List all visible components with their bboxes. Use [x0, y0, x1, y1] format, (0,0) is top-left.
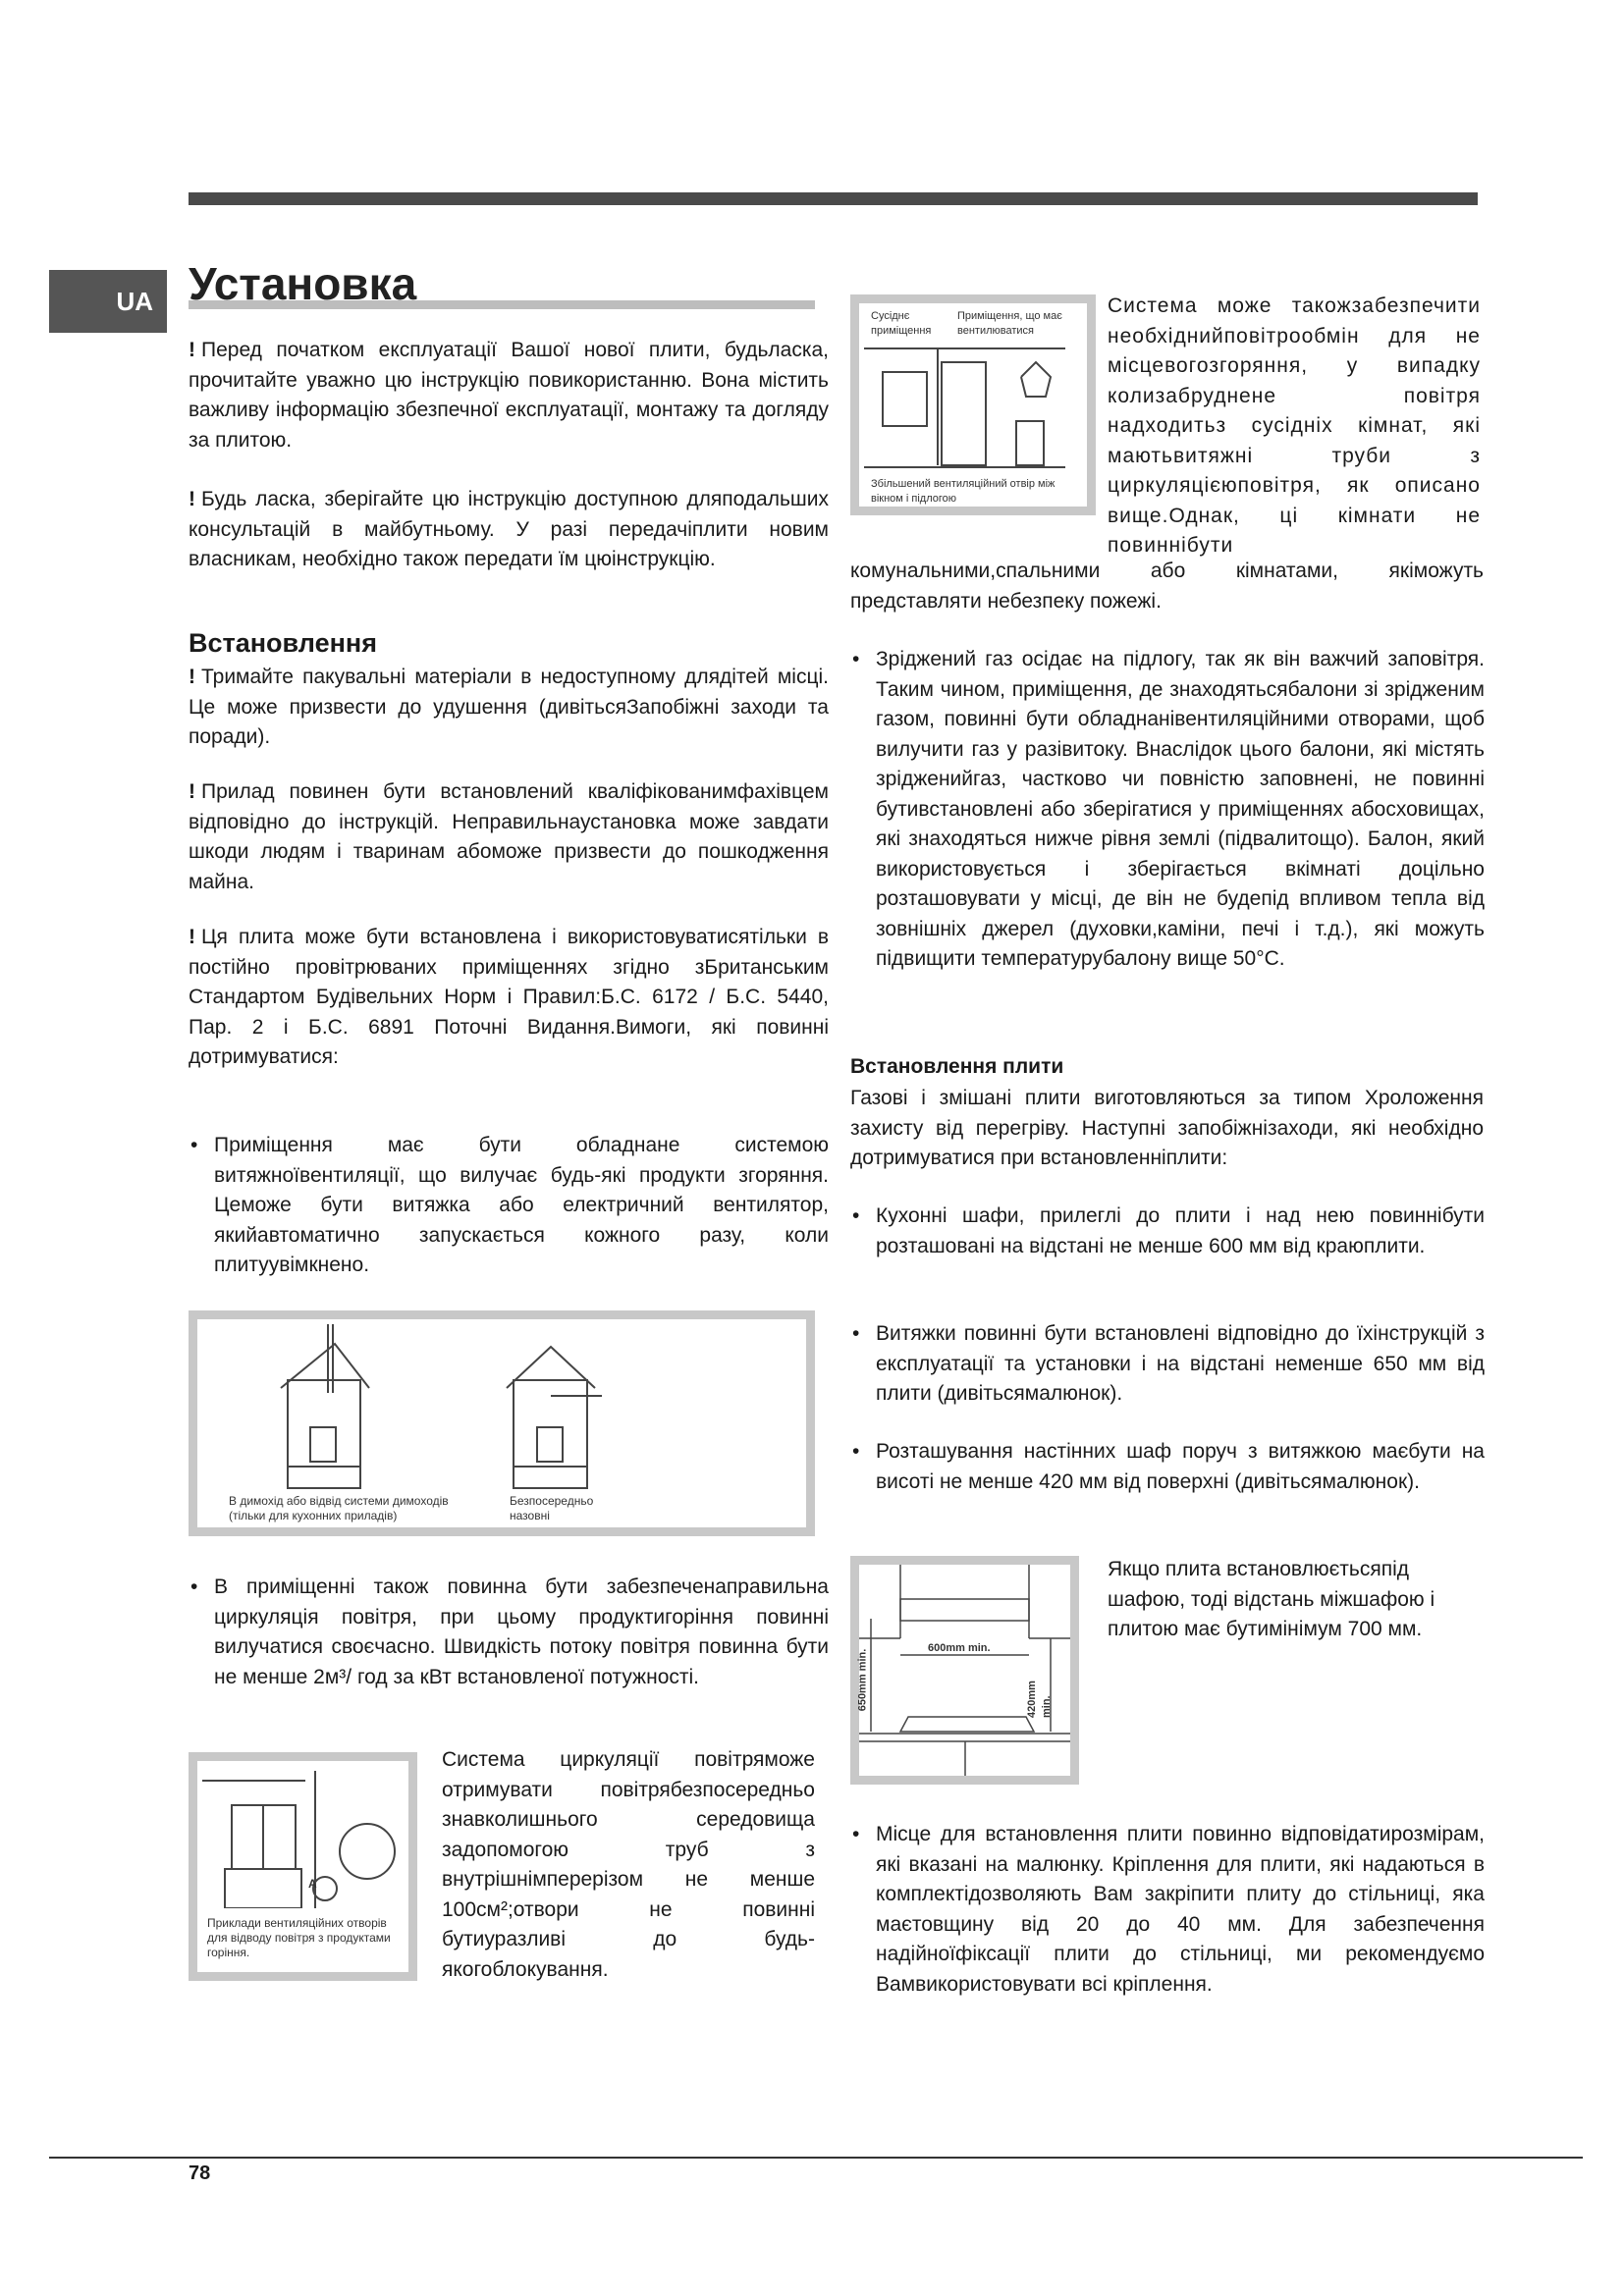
- bullet-mark: •: [190, 1134, 198, 1156]
- warning-mark: !: [189, 488, 195, 510]
- paragraph-text: Прилад повинен бути встановлений кваліфікованимфахівцем відповідно до інструкцій. Неправильнаустановка може завдати шкоди людям і тваринам абоможе призвести до пошкодження майна.: [189, 780, 829, 893]
- bullet-lpg: [850, 645, 1485, 975]
- figure-caption-outside: Безпосередньо назовні: [510, 1494, 594, 1522]
- cabinet-paragraph: Якщо плита встановлюєтьсяпід шафою, тоді відстань міжшафою і плитою має бутимінімум 700 мм.: [1108, 1558, 1435, 1640]
- bullet-cabinets: [850, 1201, 1485, 1261]
- bullet-placement: [850, 1820, 1485, 2000]
- bullet-extraction: [189, 1131, 829, 1281]
- hob-paragraph: Газові і змішані плити виготовляються за типом Хроложення захисту від перегріву. Наступні запобіжнізаходи, які необхідно дотримуватися при встановленніплити:: [850, 1087, 1484, 1169]
- system-paragraph: Система може такожзабезпечити необхіднийповітрообмін для не місцевогозгоряння, у випадку колизабруднене повітря надходитьз сусідніх кімнат, які маютьвитяжні труби з циркуляцієюповітря, як описано вище.Однак, ці кімнати не повиннібути: [1108, 294, 1481, 557]
- figure-caption-chimney: В димохід або відвід системи димоходів (тільки для кухонних приладів): [229, 1494, 449, 1522]
- figure-clearance-dimensions: [850, 1556, 1079, 1785]
- language-badge: UA: [49, 270, 167, 333]
- bullet-text: Кухонні шафи, прилеглі до плити і над нею повиннібути розташовані на відстані не менше 600 мм від краюплити.: [876, 1204, 1485, 1257]
- warning-mark: !: [189, 339, 195, 361]
- paragraph-text: Ця плита може бути встановлена і використовуватисятільки в постійно провітрюваних приміщеннях згідно зБританським Стандартом Будівельних Норм і Правил:Б.С. 6172 / Б.С. 5440, Пар. 2 і Б.С. 6891 Поточні Видання.Вимоги, які повинні дотримуватися:: [189, 926, 829, 1068]
- figure-caption-vent: Приклади вентиляційних отворів для відводу повітря з продуктами горіння.: [207, 1916, 391, 1959]
- bullet-air-circulation: [189, 1573, 829, 1692]
- installation-paragraph-1: [189, 663, 829, 753]
- intro-paragraph-2: [189, 485, 829, 575]
- bullet-wall-cabinets: [850, 1437, 1485, 1497]
- paragraph-text: Перед початком експлуатації Вашої нової плити, будьласка, прочитайте уважно цю інструкцію повикористанню. Вона містить важливу інформацію збезпечної експлуатації, монтажу та догляду за плитою.: [189, 339, 829, 452]
- system-paragraph-continued: комунальними,спальними або кімнатами, якіможуть представляти небезпеку пожежі.: [850, 560, 1484, 613]
- warning-mark: !: [189, 926, 195, 948]
- paragraph-text: Будь ласка, зберігайте цю інструкцію доступною дляподальших консультацій в майбутньому. У разі передачіплити новим власникам, необхідно також передати їм цюінструкцію.: [189, 488, 829, 570]
- dimension-width-label: 600mm min.: [928, 1642, 991, 1654]
- dimension-left-height-label: 650mm min.: [856, 1648, 869, 1712]
- footer-rule: [49, 2157, 1583, 2159]
- section-heading-installation: Встановлення: [189, 628, 377, 658]
- bullet-mark: •: [852, 1204, 860, 1227]
- figure-vent-openings: [189, 1752, 417, 1981]
- intro-paragraph-1: [189, 336, 829, 455]
- bullet-mark: •: [852, 648, 860, 670]
- figure-caption-vent-gap: Збільшений вентиляційний отвір між вікном і підлогою: [871, 478, 1056, 505]
- figure-adjacent-room: [850, 294, 1096, 515]
- circulation-paragraph: Система циркуляції повітряможе отримувати повітрябезпосередньо знавколишнього середовища задопомогою труб з внутрішнімперерізом не менше 100см²;отвори не повинні бутиуразливі до будь-якогоблокування.: [442, 1748, 815, 1981]
- bullet-text: Зріджений газ осідає на підлогу, так як він важчий заповітря. Таким чином, приміщення, де знаходятьсябалони зі зрідженим газом, повинні бути обладнанівентиляційними отворами, щоб вилучити газ у разівитоку. Внаслідок цього балони, які містять зрідженийгаз, частково чи повністю заповнені, не повинні бутивстановлені або зберігатися у приміщеннях абосховищах, які знаходяться нижче рівня землі (підвалитощо). Балон, який використовується і зберігається вкімнаті доцільно розташовувати у місці, де він не будепід впливом тепла від зовнішніх джерел (духовки,каміни, печі і т.д.), які можуть підвищити температурубалону вище 50°С.: [876, 648, 1485, 970]
- paragraph-text: Тримайте пакувальні матеріали в недоступному длядітей місці. Це може призвести до удушення (дивітьсяЗапобіжні заходи та поради).: [189, 666, 829, 748]
- figure-chimney-diagram: [189, 1310, 815, 1536]
- bullet-hoods: [850, 1319, 1485, 1410]
- top-rule: [189, 192, 1478, 205]
- room-diagram-illustration: [859, 303, 1087, 500]
- page-number: 78: [189, 2163, 211, 2184]
- bullet-text: Витяжки повинні бути встановлені відповідно до їхінструкцій з експлуатації та установки і на відстані неменше 650 мм від плити (дивітьсямалюнок).: [876, 1322, 1485, 1405]
- bullet-text: Розташування настінних шаф поруч з витяжкою маєбути на висоті не менше 420 мм від поверхні (дивітьсямалюнок).: [876, 1440, 1485, 1493]
- bullet-mark: •: [852, 1440, 860, 1463]
- bullet-text: В приміщенні також повинна бути забезпеченаправильна циркуляція повітря, при цьому продуктигоріння повинні вилучатися своєчасно. Швидкість потоку повітря повинна бути не менше 2м³/ год за кВт встановленої потужності.: [214, 1575, 829, 1688]
- section-heading-hob: Встановлення плити: [850, 1055, 1064, 1078]
- bullet-text: Місце для встановлення плити повинно відповідатирозмірам, які вказані на малюнку. Кріплення для плити, які надаються в комплектідозволяють Вам закріпити плиту до стільниці, яка маєтовщину від 20 до 40 мм. Для забезпечення надійноїфіксації плити до стільниці, ми рекомендуємо Вамвикористовувати всі кріплення.: [876, 1823, 1485, 1996]
- warning-mark: !: [189, 780, 195, 803]
- bullet-text: Приміщення має бути обладнане системою витяжноївентиляції, що вилучає будь-які продукти згоряння. Цеможе бути витяжка або електричний вентилятор, якийавтоматично запускається кожного разу, коли плитуувімкнено.: [214, 1134, 829, 1276]
- bullet-mark: •: [852, 1322, 860, 1345]
- installation-paragraph-2: [189, 777, 829, 897]
- warning-mark: !: [189, 666, 195, 688]
- figure-label-adjacent: Сусіднє приміщення: [871, 310, 932, 337]
- figure-label-a: A: [308, 1877, 317, 1891]
- installation-paragraph-3: [189, 923, 829, 1073]
- figure-label-ventilated: Приміщення, що має вентилюватися: [957, 310, 1062, 337]
- bullet-mark: •: [852, 1823, 860, 1845]
- bullet-mark: •: [190, 1575, 198, 1598]
- page-title: Установка: [189, 258, 417, 309]
- dimension-right-height-label: 420mm min.: [1026, 1681, 1053, 1718]
- vent-diagram-illustration: [197, 1761, 408, 1908]
